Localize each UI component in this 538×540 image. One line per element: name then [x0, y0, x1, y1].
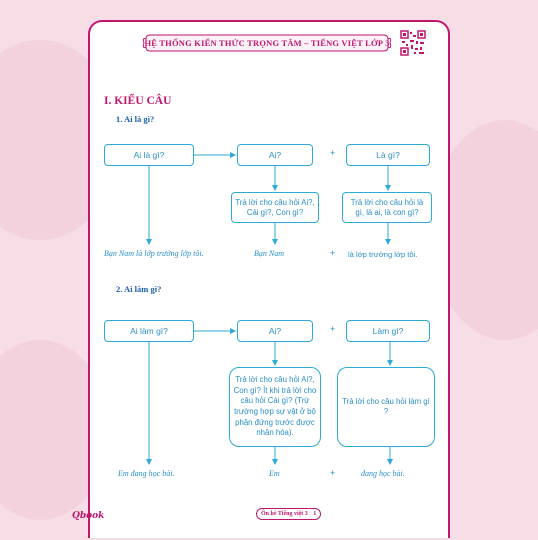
part1-box-answer-ai: Trả lời cho câu hỏi Ai?, Cái gì?, Con gì?: [231, 192, 319, 223]
part1-box-ai: Ai?: [237, 144, 313, 166]
part2-heading: 2. Ai làm gì?: [116, 284, 162, 294]
plus-sign: +: [330, 324, 336, 334]
section-title: I. KIỂU CÂU: [104, 95, 172, 107]
part2-box-ai: Ai?: [237, 320, 313, 342]
plus-sign: +: [330, 468, 336, 478]
worksheet-page: [88, 20, 450, 538]
page-number: 1: [313, 511, 317, 517]
footer-book-title: Ôn hè Tiếng việt 3: [261, 511, 308, 517]
part2-example-predicate: đang học bài.: [361, 469, 405, 478]
footer-page-label: [256, 508, 321, 520]
part1-example-predicate: là lớp trưởng lớp tôi.: [348, 250, 418, 259]
part2-box-answer-lam-gi: Trả lời cho câu hỏi làm gì ?: [337, 367, 435, 447]
part1-box-answer-la-gi: Trả lời cho câu hỏi là gì, là ai, là con gì?: [342, 192, 432, 223]
part1-example-sentence: Bạn Nam là lớp trưởng lớp tôi.: [104, 249, 204, 258]
qbook-logo: Qbook: [72, 511, 105, 521]
plus-sign: +: [330, 248, 336, 258]
part2-example-subject: Em: [269, 469, 280, 478]
part1-heading: 1. Ai là gì?: [116, 114, 155, 124]
part2-example-sentence: Em đang học bài.: [118, 469, 175, 478]
part2-box-answer-ai: Trả lời cho câu hỏi Ai?, Con gì? Ít khi trả lời cho câu hỏi Cái gì? (Trừ trường hợp sự vật ở bộ phận đứng trước được nhân hóa).: [229, 367, 321, 447]
part2-box-lam-gi: Làm gì?: [346, 320, 430, 342]
part1-example-subject: Bạn Nam: [254, 249, 284, 258]
plus-sign: +: [330, 148, 336, 158]
part1-box-la-gi: Là gì?: [346, 144, 430, 166]
banner-title: HỆ THỐNG KIẾN THỨC TRỌNG TÂM – TIẾNG VIỆT LỚP 3: [144, 38, 390, 48]
flowchart-connectors: [90, 22, 452, 540]
part1-box-ai-la-gi: Ai là gì?: [104, 144, 194, 166]
part2-box-ai-lam-gi: Ai làm gì?: [104, 320, 194, 342]
